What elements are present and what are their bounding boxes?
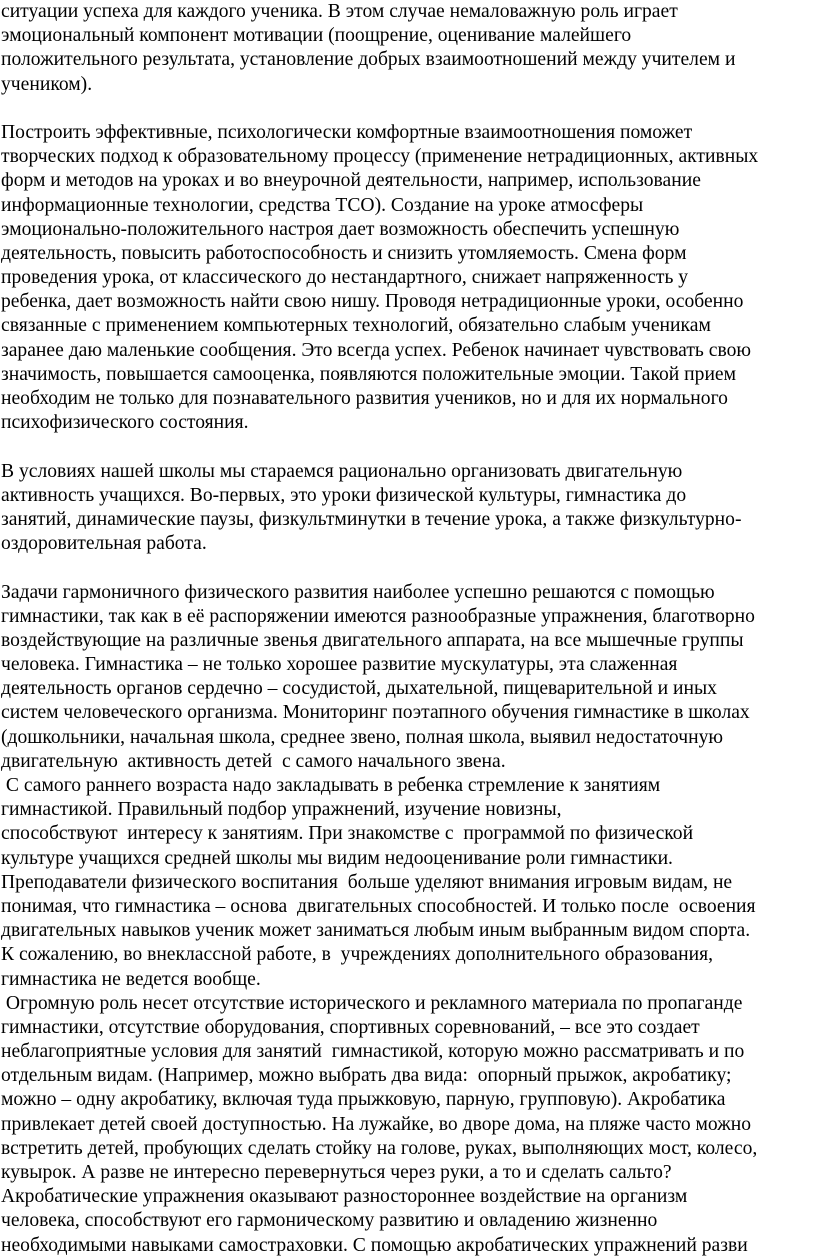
text-line: Задачи гармоничного физического развития наиболее успешно решаются с помощью <box>1 581 715 603</box>
paragraph-spacer <box>1 97 816 121</box>
text-line: творческих подход к образовательному процессу (применение нетрадиционных, активных <box>1 146 759 168</box>
text-line: человека. Гимнастика – не только хорошее развитие мускулатуры, эта слаженная <box>1 654 678 676</box>
text-line: оздоровительная работа. <box>1 533 207 555</box>
text-line: активность учащихся. Во-первых, это уроки физической культуры, гимнастика до <box>1 484 687 506</box>
text-line: В условиях нашей школы мы стараемся рационально организовать двигательную <box>1 460 683 482</box>
text-line: гимнастики, так как в её распоряжении имеются разнообразные упражнения, благотворно <box>1 605 755 627</box>
paragraph-spacer <box>1 556 816 580</box>
text-line: эмоциональный компонент мотивации (поощрение, оценивание малейшего <box>1 25 632 47</box>
text-line: Построить эффективные, психологически комфортные взаимоотношения поможет <box>1 121 693 143</box>
text-line: К сожалению, во внеклассной работе, в учреждениях дополнительного образования, <box>1 944 713 966</box>
text-line: проведения урока, от классического до нестандартного, снижает напряженность у <box>1 267 689 289</box>
text-line: Огромную роль несет отсутствие исторического и рекламного материала по пропаганде <box>1 992 743 1014</box>
text-line: воздействующие на различные звенья двигательного аппарата, на все мышечные группы <box>1 629 744 651</box>
text-line: встретить детей, пробующих сделать стойку на голове, руках, выполняющих мост, колесо, <box>1 1137 758 1159</box>
text-line: систем человеческого организма. Мониторинг поэтапного обучения гимнастике в школах <box>1 702 750 724</box>
text-line: двигательных навыков ученик может заниматься любым иным выбранным видом спорта. <box>1 920 751 942</box>
text-line: психофизического состояния. <box>1 412 249 434</box>
text-line: понимая, что гимнастика – основа двигательных способностей. И только после освоения <box>1 895 756 917</box>
text-line: (дошкольники, начальная школа, среднее звено, полная школа, выявил недостаточную <box>1 726 724 748</box>
text-line: неблагоприятные условия для занятий гимнастикой, которую можно рассматривать и по <box>1 1041 745 1063</box>
text-line: гимнастика не ведется вообще. <box>1 968 261 990</box>
text-line: заранее даю маленькие сообщения. Это всегда успех. Ребенок начинает чувствовать свою <box>1 339 752 361</box>
text-line: информационные технологии, средства ТСО). Создание на уроке атмосферы <box>1 194 644 216</box>
paragraph <box>1 121 816 435</box>
text-line: деятельность органов сердечно – сосудистой, дыхательной, пищеварительной и иных <box>1 678 717 700</box>
text-line: деятельность, повысить работоспособность и снизить утомляемость. Смена форм <box>1 242 687 264</box>
text-line: необходимыми навыками самостраховки. С помощью акробатических упражнений разви <box>1 1234 748 1256</box>
text-line: учеником). <box>1 73 93 95</box>
text-line: эмоционально-положительного настроя дает возможность обеспечить успешную <box>1 218 680 240</box>
text-line: положительного результата, установление добрых взаимоотношений между учителем и <box>1 49 736 71</box>
text-line: отдельным видам. (Например, можно выбрать два вида: опорный прыжок, акробатику; <box>1 1065 732 1087</box>
text-line: Акробатические упражнения оказывают разностороннее воздействие на организм <box>1 1186 688 1208</box>
paragraph <box>1 460 816 557</box>
text-line: привлекает детей своей доступностью. На лужайке, во дворе дома, на пляже часто можно <box>1 1113 752 1135</box>
text-line: форм и методов на уроках и во внеурочной деятельности, например, использование <box>1 170 701 192</box>
text-line: значимость, повышается самооценка, появляются положительные эмоции. Такой прием <box>1 363 737 385</box>
text-line: занятий, динамические паузы, физкультминутки в течение урока, а также физкультурно- <box>1 508 742 530</box>
text-line: ситуации успеха для каждого ученика. В этом случае немаловажную роль играет <box>1 1 678 22</box>
text-line: Преподаватели физического воспитания больше уделяют внимания игровым видам, не <box>1 871 733 893</box>
paragraph <box>1 581 816 1258</box>
text-line: человека, способствуют его гармоническому развитию и овладению жизненно <box>1 1210 658 1232</box>
paragraph-spacer <box>1 435 816 459</box>
text-line: гимнастикой. Правильный подбор упражнений, изучение новизны, <box>1 799 562 821</box>
text-line: двигательную активность детей с самого начального звена. <box>1 750 506 772</box>
text-line: гимнастики, отсутствие оборудования, спортивных соревнований, – все это создает <box>1 1016 700 1038</box>
text-line: способствуют интересу к занятиям. При знакомстве с программой по физической <box>1 823 694 845</box>
text-line: С самого раннего возраста надо закладывать в ребенка стремление к занятиям <box>1 775 661 796</box>
text-line: ребенка, дает возможность найти свою нишу. Проводя нетрадиционные уроки, особенно <box>1 291 744 313</box>
text-line: кувырок. А разве не интересно перевернуться через руки, а то и сделать сальто? <box>1 1162 672 1183</box>
text-line: связанные с применением компьютерных технологий, обязательно слабым ученикам <box>1 315 711 337</box>
text-line: можно – одну акробатику, включая туда прыжковую, парную, групповую). Акробатика <box>1 1089 726 1111</box>
text-line: необходим не только для познавательного развития учеников, но и для их нормального <box>1 388 728 409</box>
text-line: культуре учащихся средней школы мы видим недооценивание роли гимнастики. <box>1 847 673 869</box>
paragraph <box>1 0 816 97</box>
